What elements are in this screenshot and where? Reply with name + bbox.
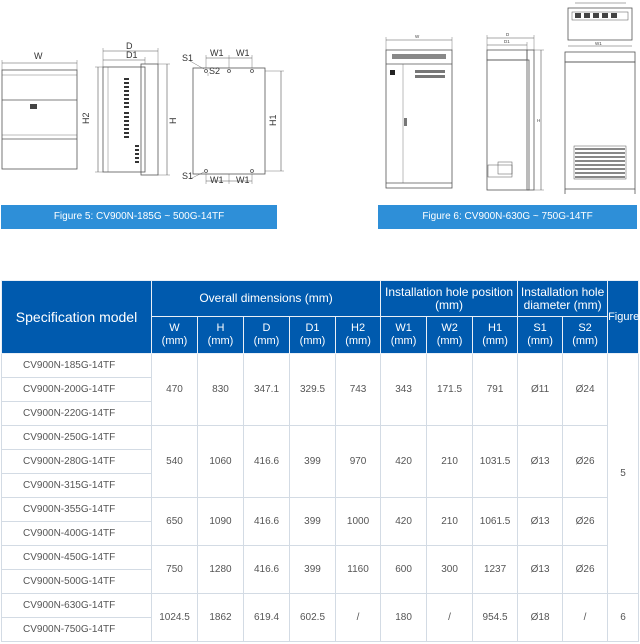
value-cell-h: 1090	[198, 498, 244, 546]
value-cell-w: 650	[152, 498, 198, 546]
column-header-d	[244, 317, 290, 354]
column-header-w1	[381, 317, 427, 354]
value-cell-s1: Ø13	[518, 498, 563, 546]
model-cell: CV900N-500G-14TF	[2, 570, 152, 594]
value-cell-s2: Ø24	[563, 354, 608, 426]
column-header-name: S2	[578, 322, 592, 334]
fig6-label-h: H	[537, 118, 541, 123]
column-header-unit: (mm)	[299, 335, 326, 347]
header-installation-hole-position: Installation hole position (mm)	[381, 281, 518, 317]
value-cell-h: 1862	[198, 594, 244, 642]
value-cell-h2: 743	[336, 354, 381, 426]
column-header-unit: (mm)	[390, 335, 417, 347]
fig5-label-w1-bottom-left: W1	[210, 175, 224, 185]
fig6-label-w1: W1	[595, 41, 602, 46]
model-cell: CV900N-400G-14TF	[2, 522, 152, 546]
table-row	[2, 426, 639, 450]
value-cell-w2: 300	[427, 546, 473, 594]
column-header-d1	[290, 317, 336, 354]
column-header-h2	[336, 317, 381, 354]
value-cell-h1: 1061.5	[473, 498, 518, 546]
column-header-name: H2	[351, 322, 366, 334]
header-figure: Figure	[608, 281, 639, 354]
fig6-label-w: W	[415, 34, 420, 39]
fig5-label-w1-top-left: W1	[210, 48, 224, 58]
value-cell-d1: 399	[290, 426, 336, 498]
fig5-label-s2: S2	[209, 66, 221, 76]
value-cell-s2: Ø26	[563, 546, 608, 594]
value-cell-w2: 210	[427, 426, 473, 498]
fig5-front-view	[2, 60, 77, 169]
column-header-w	[152, 317, 198, 354]
table-row	[2, 594, 639, 618]
value-cell-w2: /	[427, 594, 473, 642]
value-cell-h2: 1160	[336, 546, 381, 594]
value-cell-h2: 1000	[336, 498, 381, 546]
table-row	[2, 546, 639, 570]
specification-table	[1, 280, 639, 642]
model-cell: CV900N-315G-14TF	[2, 474, 152, 498]
column-header-unit: (mm)	[436, 335, 463, 347]
value-cell-w: 470	[152, 354, 198, 426]
value-cell-d1: 399	[290, 546, 336, 594]
fig6-top-terminal-icon	[575, 13, 617, 18]
fig5-side-vent-icon	[124, 78, 139, 163]
column-header-unit: (mm)	[161, 335, 188, 347]
value-cell-s2: Ø26	[563, 498, 608, 546]
value-cell-d: 619.4	[244, 594, 290, 642]
value-cell-d1: 329.5	[290, 354, 336, 426]
value-cell-d: 416.6	[244, 546, 290, 594]
column-header-w2	[427, 317, 473, 354]
value-cell-h1: 954.5	[473, 594, 518, 642]
column-header-name: H	[216, 322, 225, 334]
fig6-label-d1: D1	[504, 39, 510, 44]
value-cell-h2: 970	[336, 426, 381, 498]
value-cell-w: 1024.5	[152, 594, 198, 642]
header-installation-hole-diameter: Installation hole diameter (mm)	[518, 281, 608, 317]
value-cell-w: 750	[152, 546, 198, 594]
value-cell-h: 1280	[198, 546, 244, 594]
value-cell-w1: 600	[381, 546, 427, 594]
fig6-top-view	[568, 3, 632, 46]
model-cell: CV900N-280G-14TF	[2, 450, 152, 474]
column-header-unit: (mm)	[207, 335, 234, 347]
column-header-unit: (mm)	[253, 335, 280, 347]
dimension-drawings	[0, 0, 640, 205]
column-header-s2	[563, 317, 608, 354]
value-cell-w1: 420	[381, 498, 427, 546]
figure-cell: 6	[608, 594, 639, 642]
value-cell-s1: Ø18	[518, 594, 563, 642]
value-cell-w2: 210	[427, 498, 473, 546]
fig5-side-view	[95, 48, 170, 175]
fig5-label-s1-bottom: S1	[182, 171, 194, 181]
column-header-h	[198, 317, 244, 354]
fig5-label-d1: D1	[126, 50, 138, 60]
value-cell-w1: 420	[381, 426, 427, 498]
fig5-label-h: H	[168, 117, 178, 124]
column-header-name: D1	[305, 322, 320, 334]
value-cell-s1: Ø11	[518, 354, 563, 426]
table-row	[2, 498, 639, 522]
value-cell-d1: 602.5	[290, 594, 336, 642]
header-overall-dimensions: Overall dimensions (mm)	[152, 281, 381, 317]
fig6-back-vent-icon	[575, 148, 625, 178]
value-cell-h1: 1237	[473, 546, 518, 594]
model-cell: CV900N-220G-14TF	[2, 402, 152, 426]
value-cell-w1: 180	[381, 594, 427, 642]
model-cell: CV900N-630G-14TF	[2, 594, 152, 618]
fig5-label-h2: H2	[81, 112, 91, 124]
fig6-front-vent-icon	[390, 54, 446, 126]
figure5-caption: Figure 5: CV900N-185G ~ 500G-14TF	[1, 205, 277, 229]
fig6-label-d: D	[506, 32, 510, 37]
column-header-unit: (mm)	[572, 335, 598, 347]
column-header-unit: (mm)	[345, 335, 371, 347]
column-header-name: D	[262, 322, 271, 334]
column-header-name: W	[169, 322, 180, 334]
value-cell-h: 830	[198, 354, 244, 426]
value-cell-h1: 1031.5	[473, 426, 518, 498]
value-cell-s2: Ø26	[563, 426, 608, 498]
model-cell: CV900N-355G-14TF	[2, 498, 152, 522]
model-cell: CV900N-200G-14TF	[2, 378, 152, 402]
column-header-name: W2	[441, 322, 458, 334]
value-cell-d: 347.1	[244, 354, 290, 426]
value-cell-d: 416.6	[244, 426, 290, 498]
fig5-label-w1-top-right: W1	[236, 48, 250, 58]
value-cell-w2: 171.5	[427, 354, 473, 426]
value-cell-d1: 399	[290, 498, 336, 546]
value-cell-s1: Ø13	[518, 546, 563, 594]
value-cell-h1: 791	[473, 354, 518, 426]
fig5-label-s1-top: S1	[182, 53, 194, 63]
value-cell-h: 1060	[198, 426, 244, 498]
fig5-label-h1: H1	[268, 114, 278, 126]
figure6-caption: Figure 6: CV900N-630G ~ 750G-14TF	[378, 205, 637, 229]
table-row	[2, 354, 639, 378]
value-cell-h2: /	[336, 594, 381, 642]
value-cell-s2: /	[563, 594, 608, 642]
column-header-unit: (mm)	[482, 335, 508, 347]
header-specification-model: Specification model	[2, 281, 152, 354]
model-cell: CV900N-750G-14TF	[2, 618, 152, 642]
column-header-s1	[518, 317, 563, 354]
fig6-side-view	[487, 35, 544, 190]
table-body	[2, 354, 639, 642]
fig5-label-d: D	[126, 41, 133, 51]
column-header-unit: (mm)	[527, 335, 553, 347]
column-header-name: H1	[488, 322, 503, 334]
model-cell: CV900N-250G-14TF	[2, 426, 152, 450]
value-cell-d: 416.6	[244, 498, 290, 546]
model-cell: CV900N-450G-14TF	[2, 546, 152, 570]
column-header-name: S1	[533, 322, 547, 334]
model-cell: CV900N-185G-14TF	[2, 354, 152, 378]
fig5-label-w1-bottom-right: W1	[236, 175, 250, 185]
column-header-h1	[473, 317, 518, 354]
value-cell-s1: Ø13	[518, 426, 563, 498]
fig5-label-w: W	[34, 51, 43, 61]
column-header-name: W1	[395, 322, 412, 334]
value-cell-w: 540	[152, 426, 198, 498]
fig5-front-logo-icon	[30, 104, 37, 109]
value-cell-w1: 343	[381, 354, 427, 426]
figure-cell: 5	[608, 354, 639, 594]
